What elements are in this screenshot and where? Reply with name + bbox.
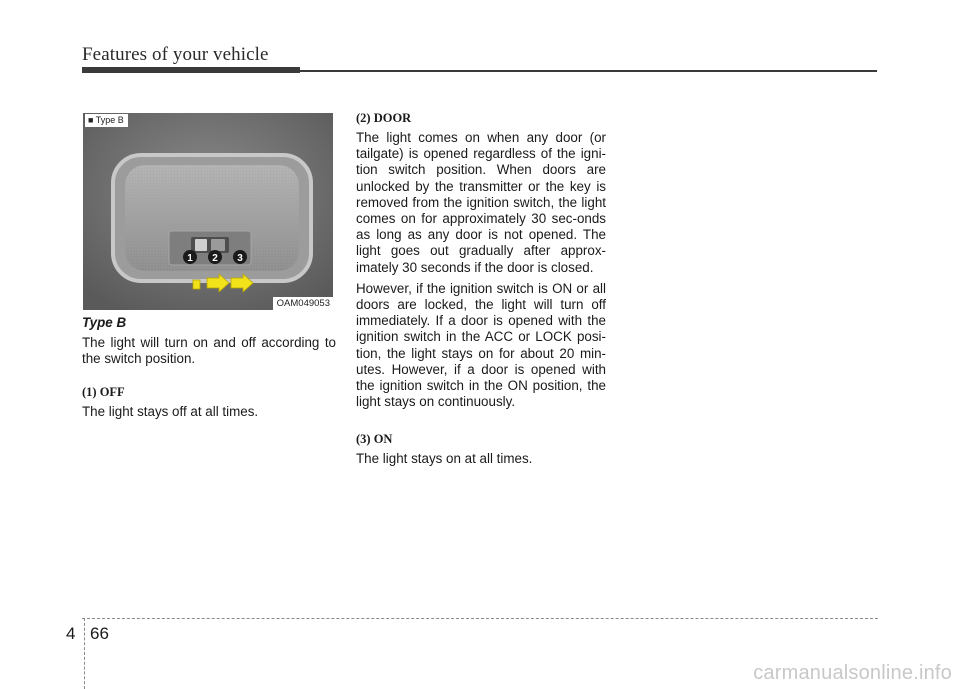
left-column (82, 315, 336, 420)
right-column (356, 111, 606, 468)
door-description-1: The light comes on when any door (or tailgate) is opened regardless of the igni-tion switch position. When doors are unlocked by the transmitter or the key is removed from the ignition switch, the light comes on for approximately 30 sec-onds as long as any door is not opened. The light goes out gradually after approx-imately 30 seconds if the door is closed. (356, 130, 606, 275)
type-b-intro: The light will turn on and off according to the switch position. (82, 335, 336, 366)
type-b-subheading: Type B (82, 315, 127, 330)
watermark: carmanualsonline.info (753, 662, 952, 684)
header-rule-thick (82, 67, 300, 73)
footer-divider (84, 618, 85, 689)
footer-rule (82, 618, 878, 619)
figure-type-label: ■ Type B (85, 114, 128, 127)
figure-code: OAM049053 (273, 297, 333, 310)
on-description: The light stays on at all times. (356, 451, 533, 467)
page-header-title: Features of your vehicle (82, 44, 269, 65)
switch-number-3: 3 (237, 253, 243, 264)
off-label: (1) OFF (82, 385, 125, 399)
switch-number-1: 1 (187, 253, 193, 264)
off-description: The light stays off at all times. (82, 404, 259, 419)
dome-light-illustration (83, 113, 333, 310)
dome-light-photo (83, 113, 333, 310)
switch-number-2: 2 (212, 253, 218, 264)
page-number: 66 (90, 624, 109, 643)
door-label: (2) DOOR (356, 111, 412, 125)
chapter-number: 4 (66, 624, 76, 643)
switch-position-markers (183, 250, 247, 264)
on-label: (3) ON (356, 432, 393, 447)
header-rule-thin (300, 70, 877, 72)
door-description-2: However, if the ignition switch is ON or all doors are locked, the light will turn off immediately. If a door is opened with the ignition switch in the ACC or LOCK posi-tion, the light stays on for about 20 min-utes. However, if a door is opened with the ignition switch in the ON position, the light stays on continuously. (356, 280, 606, 410)
